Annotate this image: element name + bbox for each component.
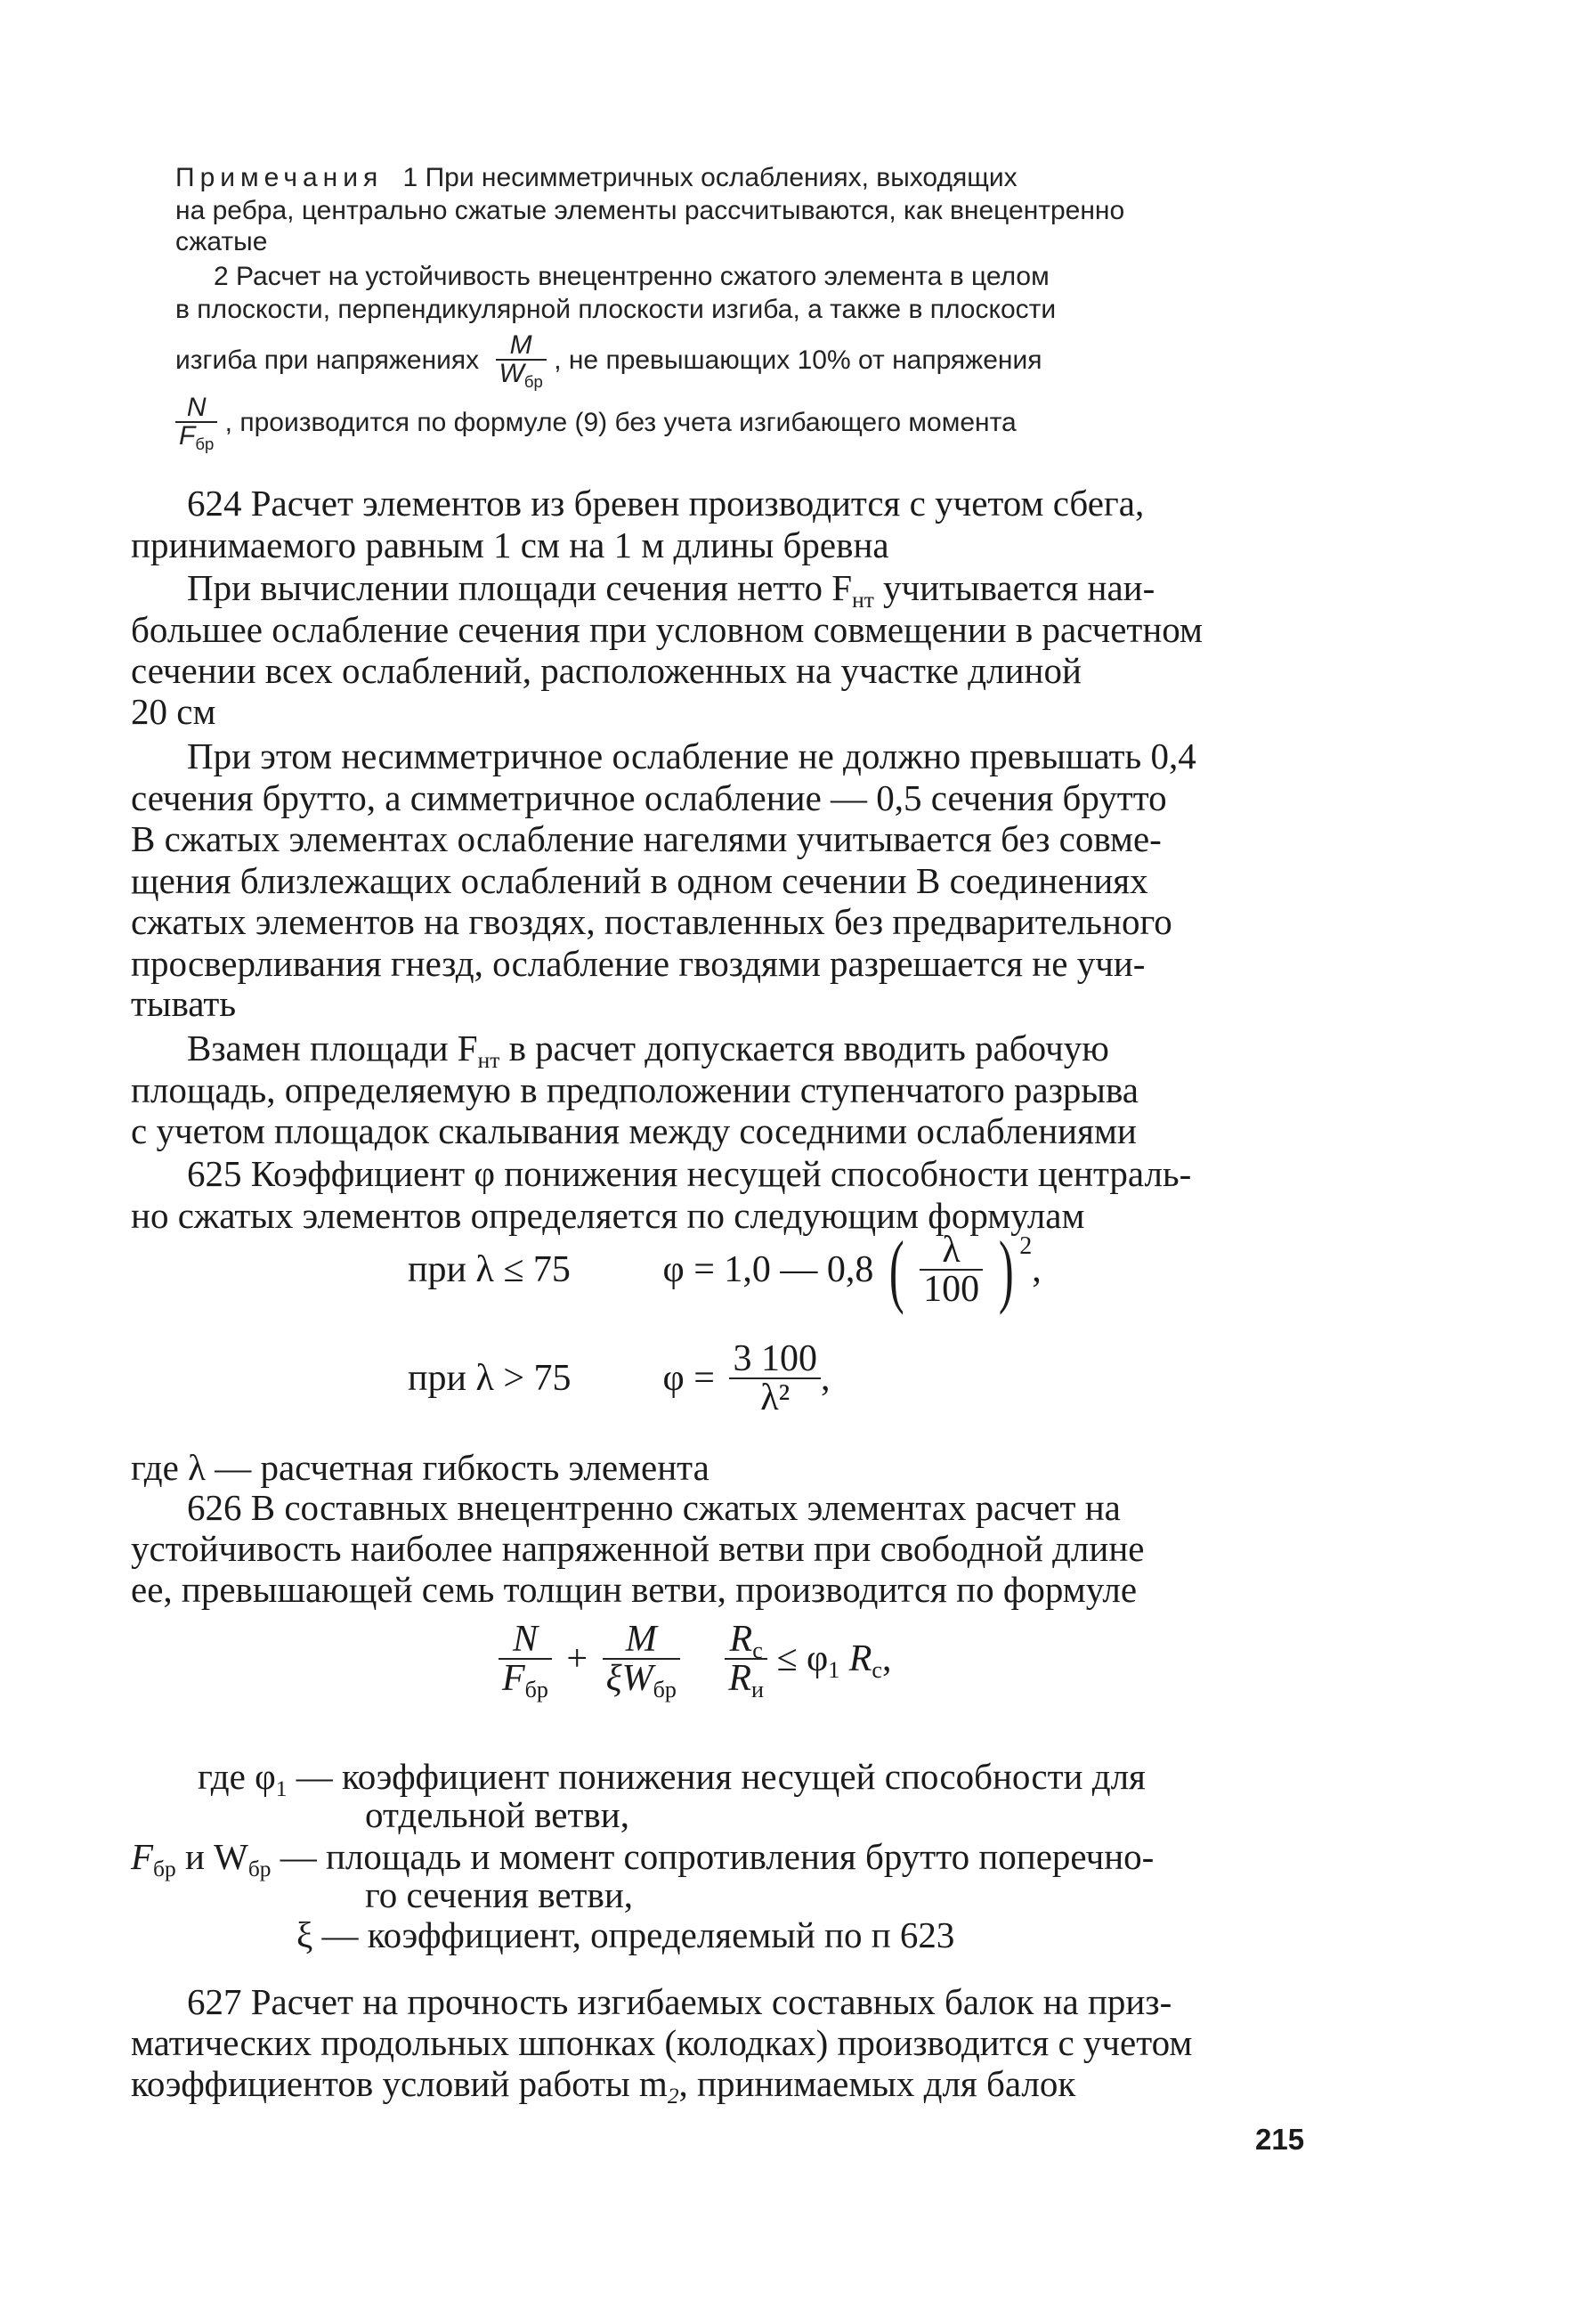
p624-line-13: тывать [131,983,237,1024]
p624-line-7: При этом несимметричное ослабление не должно превышать 0,4 [187,735,1196,776]
definition-fbr-wbr: Fбр и Wбр — площадь и момент сопротивления брутто поперечно- [131,1836,1155,1882]
p626-line-2: устойчивость наиболее напряженной ветви при свободной длине [131,1528,1145,1569]
p624-line-9: В сжатых элементах ослабление нагелями учитывается без совме- [131,818,1162,859]
p624-line-6: 20 см [131,691,216,732]
note-2-line-4: $\frac{N}{\text{Fбр}}$ , производится по формуле (9) без учета изгибающего момента [175,396,1017,451]
p624-line-11: сжатых элементов на гвоздях, поставленных без предварительного [131,901,1172,942]
formula-phi-high: при λ > 75 φ = $\frac{3 100}{\text{λ²}}$ , [408,1338,831,1418]
page-number: 215 [1255,2123,1305,2156]
fraction-rc-ri: $\frac{Rс}{Rи}$ [725,1621,767,1697]
p627-line-3: коэффициентов условий работы m2, принимаемых для балок [131,2063,1076,2109]
p624-line-5: сечении всех ослаблений, расположенных на участке длиной [131,650,1082,691]
note-2-line-2: в плоскости, перпендикулярной плоскости изгиба, а также в плоскости [175,295,1057,324]
p624-line-2: принимаемого равным 1 см на 1 м длины бревна [131,524,889,565]
fraction-m-over-w: $\frac{M}{\text{Wбр}}$ [496,332,547,387]
note-1-line-2: на ребра, центрально сжатые элементы рассчитываются, как внецентренно [175,196,1125,225]
fraction-3100-lambda2: $\frac{3 100}{\text{λ²}}$ [729,1340,821,1417]
p624-line-1: 624 Расчет элементов из бревен производится с учетом сбега, [187,483,1145,524]
fraction-n-fbr: $\frac{N}{\text{Fбр}}$ [499,1621,552,1697]
note-2-line-1: 2 Расчет на устойчивость внецентренно сжатого элемента в целом [214,262,1050,291]
formula-branch-stability: $\frac{N}{\text{Fбр}}$ + $\frac{M}{\text{ξWбр}}$ $\frac{Rс}{Rи}$ ≤ φ1 Rс, [499,1621,891,1727]
note-1-line-3: сжатые [175,227,268,256]
p625-line-2: но сжатых элементов определяется по следующим формулам [131,1195,1085,1236]
p624-line-3: При вычислении площади сечения нетто Fнт учитывается наи- [187,567,1155,614]
p626-line-1: 626 В составных внецентренно сжатых элементах расчет на [187,1487,1121,1528]
fraction-lambda-100: $\frac{\lambda}{100}$ [920,1231,983,1308]
p624-line-15: площадь, определяемую в предположении ступенчатого разрыва [131,1069,1139,1110]
p624-line-12: просверливания гнезд, ослабление гвоздями разрешается не учи- [131,943,1146,984]
p627-line-1: 627 Расчет на прочность изгибаемых составных балок на приз- [187,1981,1172,2022]
note-label: Примечания [175,163,384,192]
definition-phi1-cont: отдельной ветви, [365,1794,629,1835]
p625-line-1: 625 Коэффициент φ понижения несущей способности централь- [187,1153,1192,1194]
p624-line-10: щения близлежащих ослаблений в одном сечении В соединениях [131,860,1148,901]
p624-line-8: сечения брутто, а симметричное ослабление — 0,5 сечения брутто [131,777,1167,818]
note-2-line-3: изгиба при напряжениях $\frac{M}{\text{Wбр}}$ , не превышающих 10% от напряжения [175,330,1042,391]
p625-where: где λ — расчетная гибкость элемента [131,1447,709,1488]
definition-xi: ξ — коэффициент, определяемый по п 623 [296,1914,955,1955]
fraction-n-over-f: $\frac{N}{\text{Fбр}}$ [175,394,217,450]
p627-line-2: матических продольных шпонках (колодках) производится с учетом [131,2022,1193,2063]
p624-line-16: с учетом площадок скалывания между соседними ослаблениями [131,1110,1137,1151]
p624-line-14: Взамен площади Fнт в расчет допускается вводить рабочую [187,1028,1109,1074]
definition-phi1: где φ1 — коэффициент понижения несущей способности для [198,1756,1146,1802]
formula-phi-low: при λ ≤ 75 φ = 1,0 — 0,8 ( $\frac{\lambda}{100}$ ) 2, [408,1224,1042,1315]
note-1-line-1: Примечания 1 При несимметричных ослаблениях, выходящих [175,163,1018,192]
p626-line-3: ее, превышающей семь толщин ветви, производится по формуле [131,1569,1138,1610]
fraction-m-xiwbr: $\frac{M}{\text{ξWбр}}$ [603,1621,680,1697]
p624-line-4: большее ослабление сечения при условном совмещении в расчетном [131,609,1203,650]
definition-fbr-wbr-cont: го сечения ветви, [365,1874,634,1915]
